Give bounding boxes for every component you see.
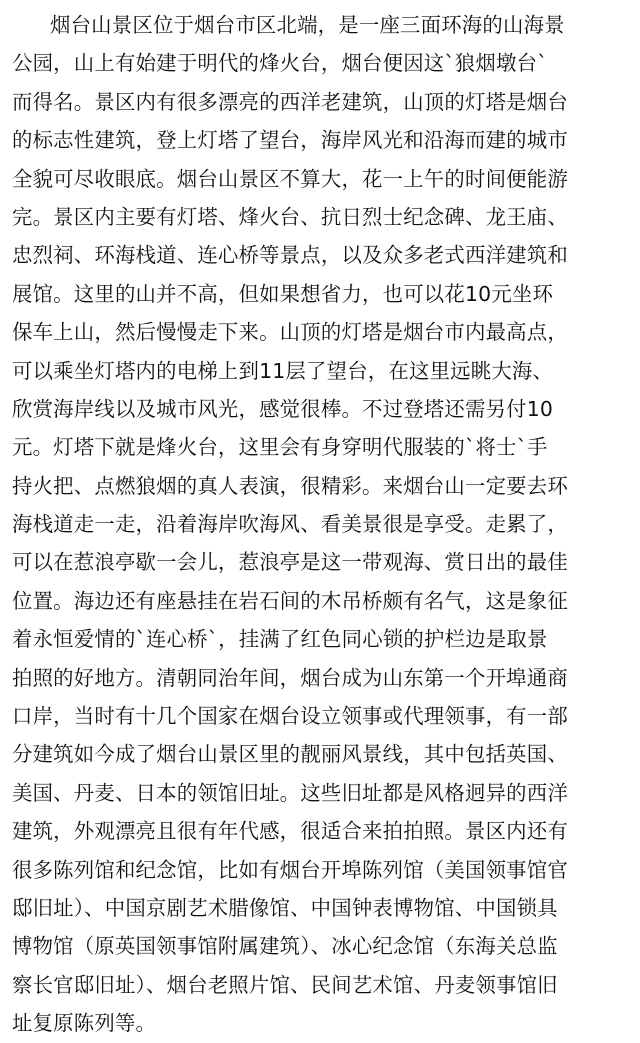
text-line: 欣赏海岸线以及城市风光，感觉很棒。不过登塔还需另付10 <box>12 396 554 421</box>
text-line: 烟台山景区位于烟台市区北端，是一座三面环海的山海景 <box>50 13 565 37</box>
text-line: 建筑，外观漂亮且很有年代感，很适合来拍拍照。景区内还有 <box>12 819 568 844</box>
text-line: 口岸，当时有十几个国家在烟台设立领事或代理领事，有一部 <box>12 704 568 729</box>
text-line: 博物馆（原英国领事馆附属建筑）、冰心纪念馆（东海关总监 <box>12 934 558 959</box>
text-line: 拍照的好地方。清朝同治年间，烟台成为山东第一个开埠通商 <box>12 665 568 690</box>
text-line: 很多陈列馆和纪念馆，比如有烟台开埠陈列馆（美国领事馆官 <box>12 857 568 882</box>
text-line: 分建筑如今成了烟台山景区里的靓丽风景线，其中包括英国、 <box>12 742 568 767</box>
text-line: 保车上山，然后慢慢走下来。山顶的灯塔是烟台市内最高点， <box>12 320 568 345</box>
text-line: 持火把、点燃狼烟的真人表演，很精彩。来烟台山一定要去环 <box>12 473 568 498</box>
text-line: 完。景区内主要有灯塔、烽火台、抗日烈士纪念碑、龙王庙、 <box>12 204 568 229</box>
text-line: 展馆。这里的山并不高，但如果想省力，也可以花10元坐环 <box>12 281 554 306</box>
text-line: 可以在惹浪亭歇一会儿，惹浪亭是这一带观海、赏日出的最佳 <box>12 550 568 575</box>
text-line: 邸旧址）、中国京剧艺术腊像馆、中国钟表博物馆、中国锁具 <box>12 895 558 920</box>
text-line: 美国、丹麦、日本的领馆旧址。这些旧址都是风格迥异的西洋 <box>12 780 568 805</box>
text-line: 海栈道走一走，沿着海岸吹海风、看美景很是享受。走累了， <box>12 512 568 537</box>
text-block <box>0 6 640 1043</box>
text-line: 的标志性建筑，登上灯塔了望台，海岸风光和沿海而建的城市 <box>12 128 568 153</box>
text-line: 位置。海边还有座悬挂在岩石间的木吊桥颇有名气，这是象征 <box>12 588 568 613</box>
text-line: 而得名。景区内有很多漂亮的西洋老建筑，山顶的灯塔是烟台 <box>12 89 568 114</box>
text-line: 可以乘坐灯塔内的电梯上到11层了望台，在这里远眺大海、 <box>12 358 554 383</box>
text-line: 址复原陈列等。 <box>12 1011 157 1036</box>
text-line: 察长官邸旧址）、烟台老照片馆、民间艺术馆、丹麦领事馆旧 <box>12 972 558 997</box>
text-line: 着永恒爱情的`连心桥`，挂满了红色同心锁的护栏边是取景 <box>12 627 548 652</box>
text-line: 全貌可尽收眼底。烟台山景区不算大，花一上午的时间便能游 <box>12 166 568 191</box>
text-line: 忠烈祠、环海栈道、连心桥等景点，以及众多老式西洋建筑和 <box>12 243 568 268</box>
text-line: 元。灯塔下就是烽火台，这里会有身穿明代服装的`将士`手 <box>12 435 548 460</box>
text-line: 公园，山上有始建于明代的烽火台，烟台便因这`狼烟墩台` <box>12 51 548 76</box>
